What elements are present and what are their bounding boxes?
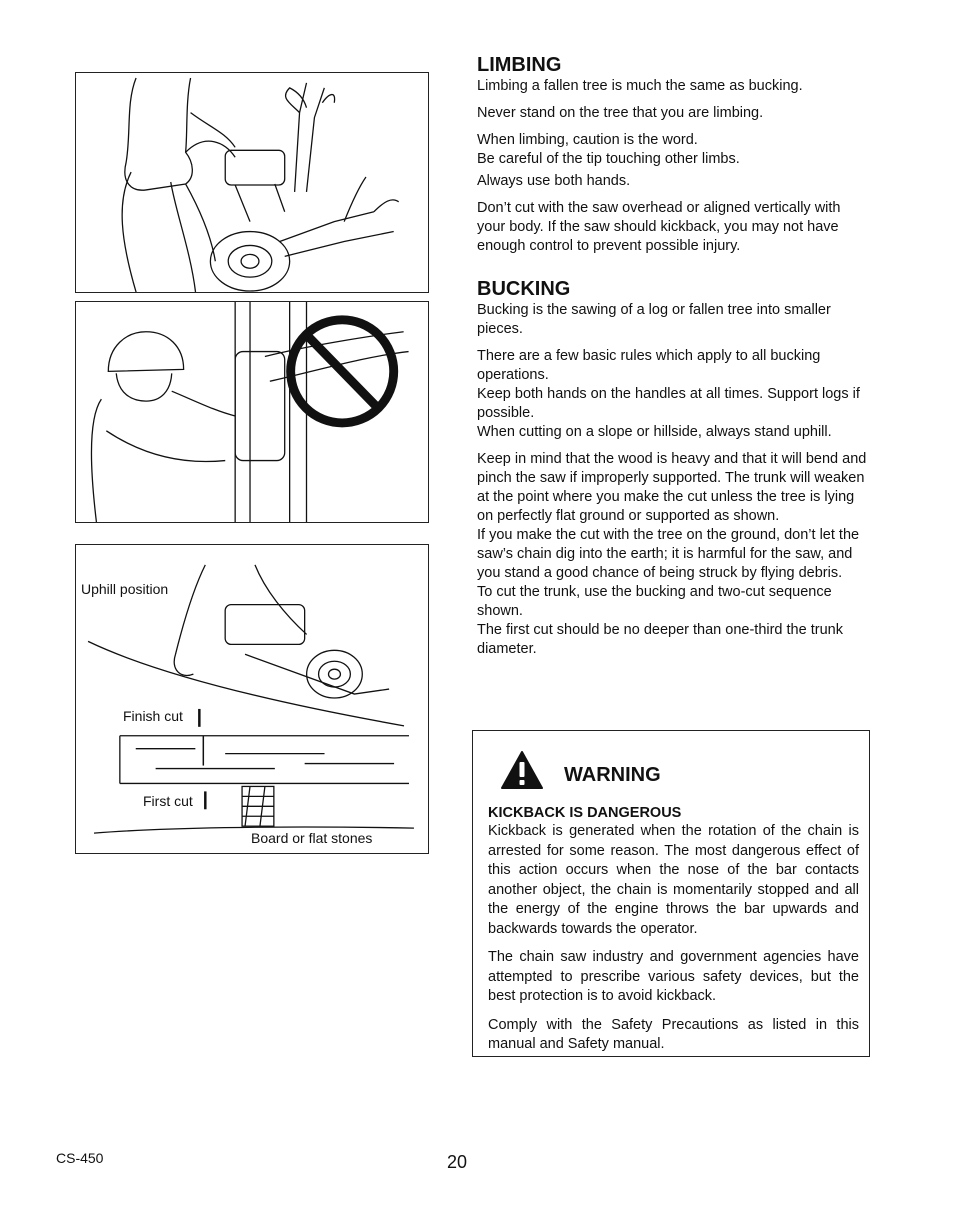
warning-paragraph-2: The chain saw industry and government agencies have attempted to prescribe various safety devices, but the best protection is to avoid kickback. (488, 949, 859, 1004)
uphill-position-label: Uphill position (81, 581, 169, 597)
bucking-heading: BUCKING (477, 278, 571, 300)
first-cut-label: First cut (143, 793, 193, 809)
warning-title: WARNING (564, 763, 661, 786)
bucking-paragraph-2c: When cutting on a slope or hillside, always stand uphill. (477, 424, 832, 440)
limbing-paragraph-1: Limbing a fallen tree is much the same as bucking. (477, 78, 803, 94)
bucking-sequence-illustration (75, 544, 429, 854)
bucking-paragraph-3c: To cut the trunk, use the bucking and two-cut sequence shown. (477, 584, 832, 619)
limbing-paragraph-2: Never stand on the tree that you are limbing. (477, 105, 764, 121)
warning-paragraph-1: Kickback is generated when the rotation of the chain is arrested for some reason. The most dangerous effect of this action occurs when the nose of the bar contacts another object, the chain is momentarily stopped and all the energy of the engine throws the bar upwards and backwards towards the operator. (488, 823, 859, 937)
bucking-paragraph-3a: Keep in mind that the wood is heavy and that it will bend and pinch the saw if improperly supported. The trunk will weaken at the point where you make the cut unless the tree is lying on perfectly flat ground or supported as shown. (477, 451, 867, 524)
limbing-paragraph-5: Don’t cut with the saw overhead or aligned vertically with your body. If the saw should kickback, you may not have enough control to prevent possible injury. (477, 200, 841, 254)
bucking-paragraph-3d: The first cut should be no deeper than one-third the trunk diameter. (477, 622, 843, 657)
bucking-paragraph-1: Bucking is the sawing of a log or fallen tree into smaller pieces. (477, 302, 831, 337)
footer-model-number: CS-450 (56, 1150, 104, 1166)
limbing-paragraph-3a: When limbing, caution is the word. (477, 132, 698, 148)
limbing-illustration (75, 72, 429, 293)
limbing-heading: LIMBING (477, 54, 562, 76)
bucking-section (477, 277, 869, 659)
limbing-section (477, 53, 869, 264)
limbing-paragraph-3b: Be careful of the tip touching other limbs. (477, 151, 740, 167)
bucking-paragraph-3b: If you make the cut with the tree on the ground, don’t let the saw’s chain dig into the earth; it is harmful for the saw, and you stand a good chance of being struck by flying debris. (477, 527, 860, 581)
page-number: 20 (447, 1152, 468, 1172)
warning-paragraph-3: Comply with the Safety Precautions as listed in this manual and Safety manual. (488, 1016, 859, 1052)
finish-cut-label: Finish cut (123, 708, 183, 724)
board-label: Board or flat stones (251, 830, 373, 846)
bucking-paragraph-2b: Keep both hands on the handles at all times. Support logs if possible. (477, 386, 860, 421)
bucking-paragraph-2a: There are a few basic rules which apply to all bucking operations. (477, 348, 821, 383)
overhead-cut-prohibited-illustration (75, 301, 429, 523)
warning-triangle-icon (500, 750, 544, 790)
warning-subtitle: KICKBACK IS DANGEROUS (488, 805, 682, 821)
limbing-drawing (76, 73, 428, 292)
overhead-cut-drawing (76, 302, 428, 522)
warning-header (488, 745, 859, 795)
limbing-paragraph-4: Always use both hands. (477, 173, 631, 189)
warning-box (472, 730, 870, 1057)
